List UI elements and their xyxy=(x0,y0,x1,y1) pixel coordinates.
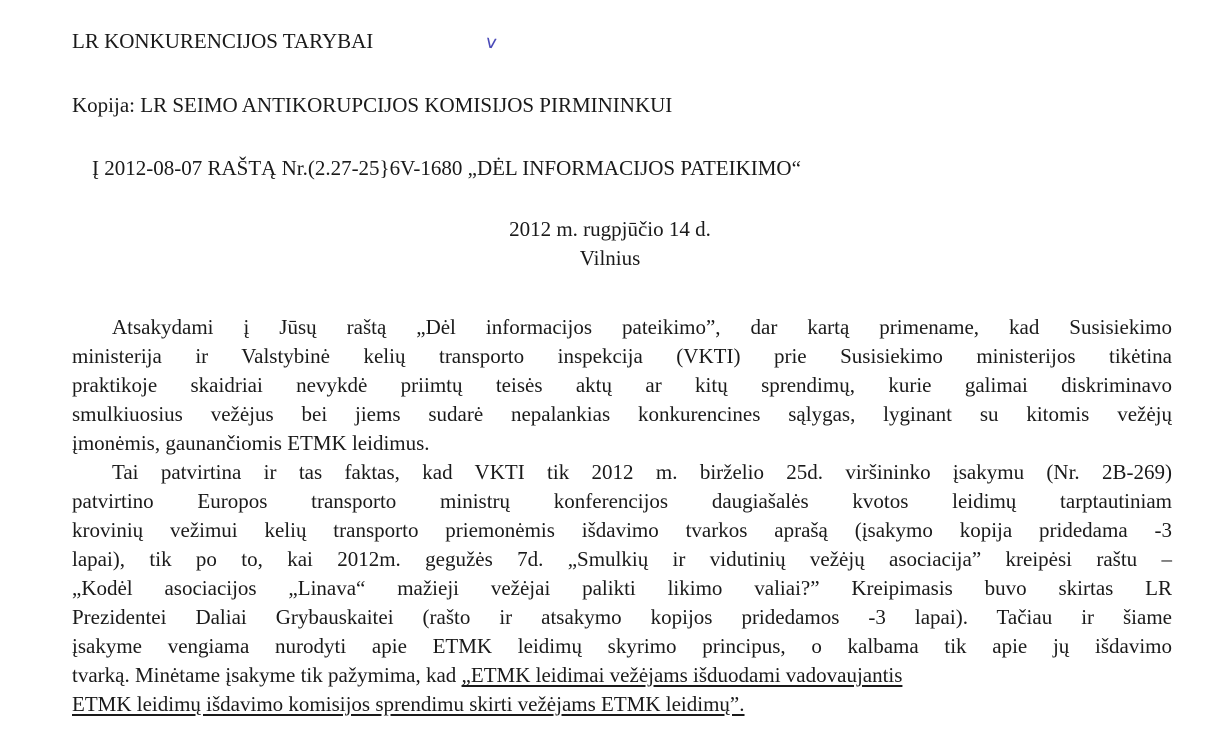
paragraph-2-line-4: lapai), tik po to, kai 2012m. gegužės 7d. „Smulkių ir vidutinių vežėjų asociacija” kreipėsi raštu – xyxy=(72,547,1172,571)
paragraph-1-line-2: ministerija ir Valstybinė kelių transporto inspekcija (VKTI) prie Susisiekimo ministerijos tikėtina xyxy=(72,344,1172,368)
handwritten-check-mark: v xyxy=(484,31,499,54)
paragraph-2-line-1: Tai patvirtina ir tas faktas, kad VKTI tik 2012 m. birželio 25d. viršininko įsakymu (Nr. 2B-269) xyxy=(112,460,1172,484)
paragraph-2-line-9 xyxy=(72,691,745,717)
paragraph-1-line-3: praktikoje skaidriai nevykdė priimtų teisės aktų ar kitų sprendimų, kurie galimai diskriminavo xyxy=(72,373,1172,397)
underlined-quote-part-2: ETMK leidimų išdavimo komisijos sprendimu skirti vežėjams ETMK leidimų”. xyxy=(72,692,745,716)
copy-to-line: Kopija: LR SEIMO ANTIKORUPCIJOS KOMISIJOS PIRMININKUI xyxy=(72,93,673,117)
underlined-quote-part-1: „ETMK leidimai vežėjams išduodami vadovaujantis xyxy=(461,663,903,687)
reference-title: Į 2012-08-07 RAŠTĄ Nr.(2.27-25}6V-1680 „DĖL INFORMACIJOS PATEIKIMO“ xyxy=(92,156,801,180)
document-city: Vilnius xyxy=(579,246,641,270)
paragraph-2-line-5: „Kodėl asociacijos „Linava“ mažieji vežėjai palikti likimo valiai?” Kreipimasis buvo skirtas LR xyxy=(72,576,1172,600)
paragraph-1-line-1: Atsakydami į Jūsų raštą „Dėl informacijos pateikimo”, dar kartą primename, kad Susisiekimo xyxy=(112,315,1172,339)
quote-intro-text: tvarką. Minėtame įsakyme tik pažymima, kad xyxy=(72,663,462,687)
paragraph-2-line-6: Prezidentei Daliai Grybauskaitei (rašto ir atsakymo kopijos pridedamos -3 lapai). Tačiau ir šiame xyxy=(72,605,1172,629)
paragraph-2-line-8 xyxy=(72,662,902,688)
paragraph-2-line-3: krovinių vežimui kelių transporto priemonėmis išdavimo tvarkos aprašą (įsakymo kopija pridedama -3 xyxy=(72,518,1172,542)
paragraph-1-line-5: įmonėmis, gaunančiomis ETMK leidimus. xyxy=(72,431,430,455)
recipient-line: LR KONKURENCIJOS TARYBAI xyxy=(72,29,374,53)
document-date: 2012 m. rugpjūčio 14 d. xyxy=(509,217,711,241)
paragraph-2-line-7: įsakyme vengiama nurodyti apie ETMK leidimų skyrimo principus, o kalbama tik apie jų išdavimo xyxy=(72,634,1172,658)
paragraph-1-line-4: smulkiuosius vežėjus bei jiems sudarė nepalankias konkurencines sąlygas, lyginant su kitomis vežėjų xyxy=(72,402,1172,426)
paragraph-2-line-2: patvirtino Europos transporto ministrų konferencijos daugiašalės kvotos leidimų tarptautiniam xyxy=(72,489,1172,513)
